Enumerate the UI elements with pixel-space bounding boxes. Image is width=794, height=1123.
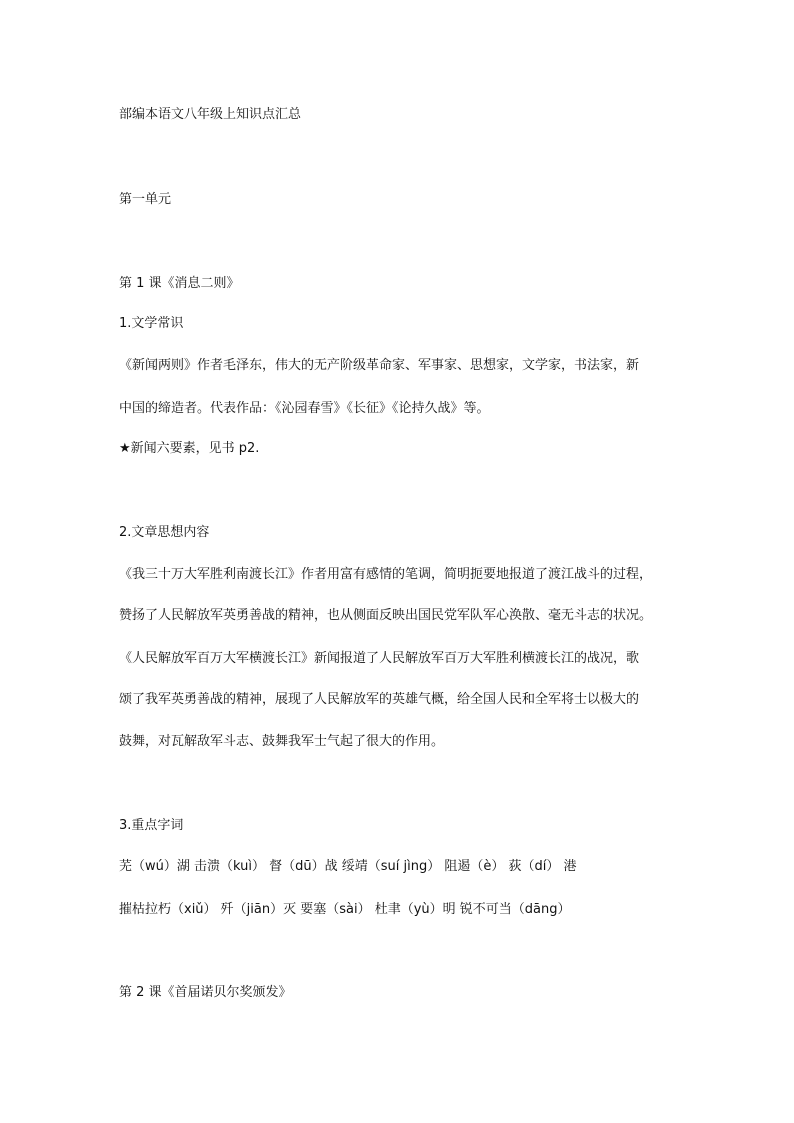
paragraph-line: 《新闻两则》作者毛泽东，伟大的无产阶级革命家、军事家、思想家，文学家，书法家，新 (119, 358, 640, 373)
section-heading: 3.重点字词 (119, 818, 184, 833)
document-title: 部编本语文八年级上知识点汇总 (119, 107, 302, 122)
paragraph-line: 摧枯拉朽（xiǔ） 歼（jiān）灭 要塞（sài） 杜聿（yù）明 锐不可当（dāng） (119, 902, 571, 917)
paragraph-line: 《我三十万大军胜利南渡长江》作者用富有感情的笔调，简明扼要地报道了渡江战斗的过程， (119, 567, 653, 582)
lesson-title: 第 1 课《消息二则》 (119, 276, 240, 291)
paragraph-line: 颂了我军英勇善战的精神，展现了人民解放军的英雄气概，给全国人民和全军将士以极大的 (119, 692, 640, 707)
paragraph-line: 《人民解放军百万大军横渡长江》新闻报道了人民解放军百万大军胜利横渡长江的战况，歌 (119, 651, 640, 666)
paragraph-line: 芜（wú）湖 击溃（kuì） 督（dū）战 绥靖（suí jìng） 阻遏（è） 荻（dí） 港 (119, 859, 577, 874)
section-heading: 1.文学常识 (119, 316, 184, 331)
lesson-title: 第 2 课《首届诺贝尔奖颁发》 (119, 985, 292, 1000)
paragraph-line: 中国的缔造者。代表作品：《沁园春雪》《长征》《论持久战》等。 (119, 401, 490, 416)
section-heading: 2.文章思想内容 (119, 525, 210, 540)
paragraph-line: 鼓舞，对瓦解敌军斗志、鼓舞我军士气起了很大的作用。 (119, 734, 445, 749)
unit-heading: 第一单元 (119, 192, 172, 207)
paragraph-line: ★新闻六要素，见书 p2. (119, 441, 260, 456)
paragraph-line: 赞扬了人民解放军英勇善战的精神，也从侧面反映出国民党军队军心涣散、毫无斗志的状况。 (119, 608, 653, 623)
